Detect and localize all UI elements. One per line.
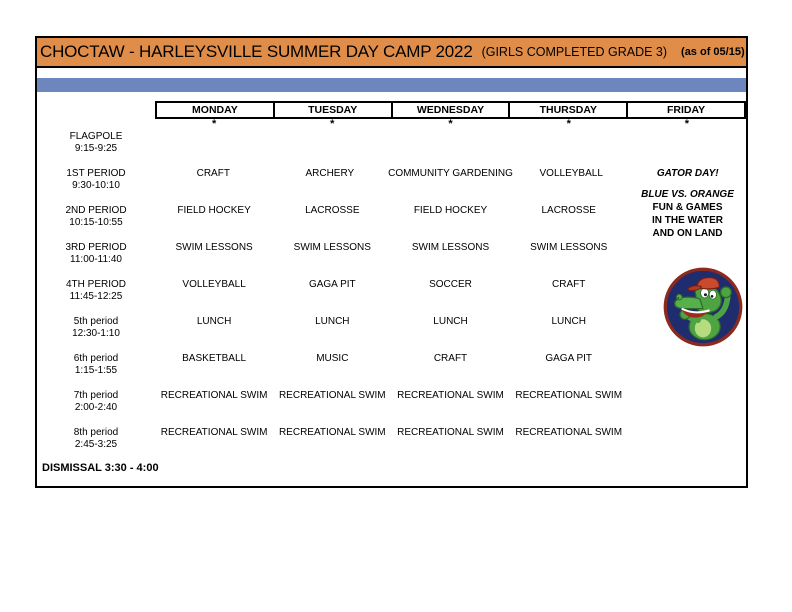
activity-cell: FIELD HOCKEY <box>177 205 251 216</box>
activity-cell: CRAFT <box>552 279 586 290</box>
activity-cell <box>510 131 628 155</box>
activity-cell: LUNCH <box>433 316 468 327</box>
friday-event-line: AND ON LAND <box>652 228 723 239</box>
asterisk-marker: * <box>684 118 690 130</box>
schedule-row <box>37 131 746 155</box>
asterisk-marker: * <box>566 118 571 130</box>
activity-cell: VOLLEYBALL <box>182 279 246 290</box>
friday-vs-line: BLUE VS. ORANGE <box>641 189 734 200</box>
asterisk-marker: * <box>211 118 217 130</box>
friday-event-block <box>629 188 746 240</box>
activity-cell <box>628 353 746 377</box>
activity-cell <box>628 131 746 155</box>
period-label: 2ND PERIOD 10:15-10:55 <box>65 205 127 228</box>
activity-cell <box>155 131 273 155</box>
as-of-date: (as of 05/15) <box>681 46 745 58</box>
activity-cell: SOCCER <box>429 279 472 290</box>
day-header-thursday: THURSDAY <box>510 101 628 119</box>
activity-cell <box>391 131 509 155</box>
activity-cell: SWIM LESSONS <box>175 242 253 253</box>
asterisk-marker: * <box>448 118 453 130</box>
activity-cell: BASKETBALL <box>182 353 247 364</box>
friday-event-line: FUN & GAMES <box>652 202 723 213</box>
activity-cell: RECREATIONAL SWIM <box>397 427 504 438</box>
day-header-monday: MONDAY <box>155 101 275 119</box>
activity-cell: RECREATIONAL SWIM <box>278 427 386 438</box>
period-label: 8th period 2:45-3:25 <box>73 427 119 450</box>
activity-cell <box>273 131 391 155</box>
grade-subtitle: (GIRLS COMPLETED GRADE 3) <box>481 45 668 59</box>
activity-cell <box>628 242 746 266</box>
activity-cell: LUNCH <box>315 316 350 327</box>
activity-cell <box>628 390 746 414</box>
activity-cell: RECREATIONAL SWIM <box>278 390 386 401</box>
day-header-wednesday: WEDNESDAY <box>393 101 511 119</box>
title-bar <box>37 38 746 68</box>
period-label: FLAGPOLE 9:15-9:25 <box>69 131 123 154</box>
activity-cell: GATOR DAY! <box>656 168 719 179</box>
activity-cell: RECREATIONAL SWIM <box>515 390 623 401</box>
friday-event-line: IN THE WATER <box>652 215 723 226</box>
schedule-row <box>37 353 746 377</box>
period-label: 5th period 12:30-1:10 <box>72 316 120 339</box>
activity-cell: RECREATIONAL SWIM <box>515 427 623 438</box>
gator-mascot-icon <box>662 266 744 348</box>
activity-cell: SWIM LESSONS <box>411 242 490 253</box>
activity-cell: MUSIC <box>316 353 349 364</box>
activity-cell <box>628 427 746 451</box>
activity-cell: COMMUNITY GARDENING <box>388 168 513 179</box>
schedule-row <box>37 242 746 266</box>
friday-event-lines <box>629 201 746 240</box>
activity-cell: LUNCH <box>551 316 586 327</box>
activity-cell: CRAFT <box>196 168 230 179</box>
schedule-row <box>37 279 746 303</box>
activity-cell: FIELD HOCKEY <box>413 205 488 216</box>
asterisk-marker: * <box>330 118 335 130</box>
period-label: 7th period 2:00-2:40 <box>73 390 119 413</box>
schedule-row <box>37 316 746 340</box>
activity-cell: LUNCH <box>196 316 232 327</box>
period-label: 3RD PERIOD 11:00-11:40 <box>65 242 127 265</box>
activity-cell: ARCHERY <box>305 168 355 179</box>
activity-cell: SWIM LESSONS <box>293 242 371 253</box>
day-header-friday: FRIDAY <box>628 101 746 119</box>
camp-title: CHOCTAW - HARLEYSVILLE SUMMER DAY CAMP 2022 <box>40 42 473 61</box>
schedule-row <box>37 427 746 451</box>
activity-cell: RECREATIONAL SWIM <box>160 427 268 438</box>
asterisk-row <box>155 118 746 130</box>
day-header-tuesday: TUESDAY <box>275 101 393 119</box>
activity-cell: CRAFT <box>433 353 468 364</box>
schedule-row <box>37 390 746 414</box>
activity-cell: RECREATIONAL SWIM <box>397 390 504 401</box>
period-label: 4TH PERIOD 11:45-12:25 <box>65 279 126 302</box>
day-header-row <box>155 101 746 119</box>
activity-cell: GAGA PIT <box>545 353 593 364</box>
period-label: 6th period 1:15-1:55 <box>73 353 119 376</box>
activity-cell: LACROSSE <box>541 205 596 216</box>
activity-cell: GAGA PIT <box>308 279 356 290</box>
activity-cell: LACROSSE <box>305 205 360 216</box>
schedule-sheet <box>35 36 748 488</box>
activity-cell: SWIM LESSONS <box>530 242 608 253</box>
period-label: 1ST PERIOD 9:30-10:10 <box>66 168 126 191</box>
dismissal-note: DISMISSAL 3:30 - 4:00 <box>42 462 159 474</box>
activity-cell: VOLLEYBALL <box>539 168 603 179</box>
divider-bar <box>37 78 746 92</box>
activity-cell: RECREATIONAL SWIM <box>160 390 268 401</box>
